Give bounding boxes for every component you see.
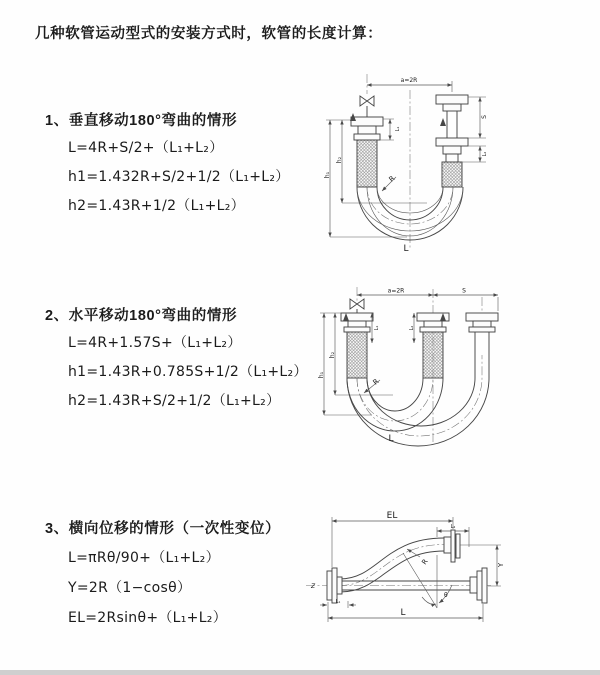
dim-label-length: L bbox=[400, 608, 406, 618]
dim-label-radius: R bbox=[387, 174, 397, 184]
axis-mark: Z bbox=[310, 583, 316, 590]
dim-label-angle: θ bbox=[444, 592, 448, 599]
dim-label-fit-right: L₂ bbox=[482, 151, 488, 157]
dim-label-fit-left: L₁ bbox=[335, 599, 341, 605]
section-1-heading: 1、垂直移动180°弯曲的情形 bbox=[45, 113, 238, 129]
upper-right-flange bbox=[451, 530, 460, 562]
middle-fitting bbox=[417, 313, 449, 332]
formula-s3-Y: Y=2R（1−cosθ） bbox=[68, 580, 192, 596]
dim-label-h-outer: h₁ bbox=[324, 171, 331, 179]
dim-label-stroke: S bbox=[462, 287, 466, 295]
formula-s2-L: L=4R+1.57S+（L₁+L₂） bbox=[68, 335, 242, 351]
formula-s3-L: L=πRθ/90+（L₁+L₂） bbox=[68, 550, 220, 566]
section-2-heading: 2、水平移动180°弯曲的情形 bbox=[45, 308, 238, 324]
up-arrow-icon bbox=[440, 118, 446, 126]
dim-label-fit-right: L₂ bbox=[409, 325, 415, 331]
dim-label-radius: R bbox=[371, 377, 381, 387]
braided-hose-left bbox=[357, 140, 377, 187]
straight-tube bbox=[340, 577, 477, 593]
dim-label-fit-left: L₁ bbox=[395, 126, 401, 132]
formula-s2-h1: h1=1.43R+0.785S+1/2（L₁+L₂） bbox=[68, 364, 308, 380]
formula-s2-h2: h2=1.43R+S/2+1/2（L₁+L₂） bbox=[68, 393, 281, 409]
u-bend-hose-start bbox=[347, 378, 443, 431]
dim-label-radius: R bbox=[420, 557, 430, 567]
dim-label-h-inner: h₂ bbox=[336, 156, 343, 164]
section-3-heading: 3、横向位移的情形（一次性变位） bbox=[45, 521, 281, 537]
diagram-horizontal-180-bend bbox=[312, 283, 597, 455]
valve-icon bbox=[360, 96, 374, 117]
valve-icon bbox=[350, 299, 364, 313]
page-title: 几种软管运动型式的安装方式时，软管的长度计算： bbox=[35, 26, 383, 42]
dim-label-span: a=2R bbox=[387, 287, 405, 295]
diagram-vertical-180-bend bbox=[310, 70, 550, 265]
lower-right-flange bbox=[477, 568, 487, 603]
formula-s1-L: L=4R+S/2+（L₁+L₂） bbox=[68, 140, 224, 156]
dim-label-length: L bbox=[403, 244, 409, 254]
dim-label-span: a=2R bbox=[400, 77, 418, 84]
page-bottom-divider bbox=[0, 670, 600, 675]
braided-hose-middle bbox=[423, 332, 443, 378]
dim-label-offset: Y bbox=[497, 562, 505, 568]
u-bend-hose-moved bbox=[347, 353, 489, 446]
dim-label-h-inner: h₂ bbox=[329, 351, 336, 359]
left-fitting bbox=[351, 117, 383, 140]
dim-label-h-outer: h₁ bbox=[318, 371, 325, 379]
dim-label-el: EL bbox=[386, 511, 398, 521]
formula-s1-h2: h2=1.43R+1/2（L₁+L₂） bbox=[68, 198, 245, 214]
braided-hose-right bbox=[442, 162, 462, 187]
dim-label-fit-left: L₁ bbox=[374, 325, 380, 331]
dim-label-stroke: S bbox=[481, 115, 488, 119]
formula-s3-EL: EL=2Rsinθ+（L₁+L₂） bbox=[68, 610, 228, 626]
diagram-lateral-displacement bbox=[300, 505, 595, 645]
right-fitting bbox=[436, 95, 468, 162]
dim-label-fit-right: L₂ bbox=[450, 524, 456, 530]
formula-s1-h1: h1=1.432R+S/2+1/2（L₁+L₂） bbox=[68, 169, 290, 185]
s-curve-hose bbox=[340, 537, 451, 592]
braided-hose-left bbox=[347, 332, 367, 378]
left-flange bbox=[327, 568, 342, 603]
right-fitting bbox=[466, 313, 498, 353]
dim-label-length: L bbox=[388, 434, 394, 444]
